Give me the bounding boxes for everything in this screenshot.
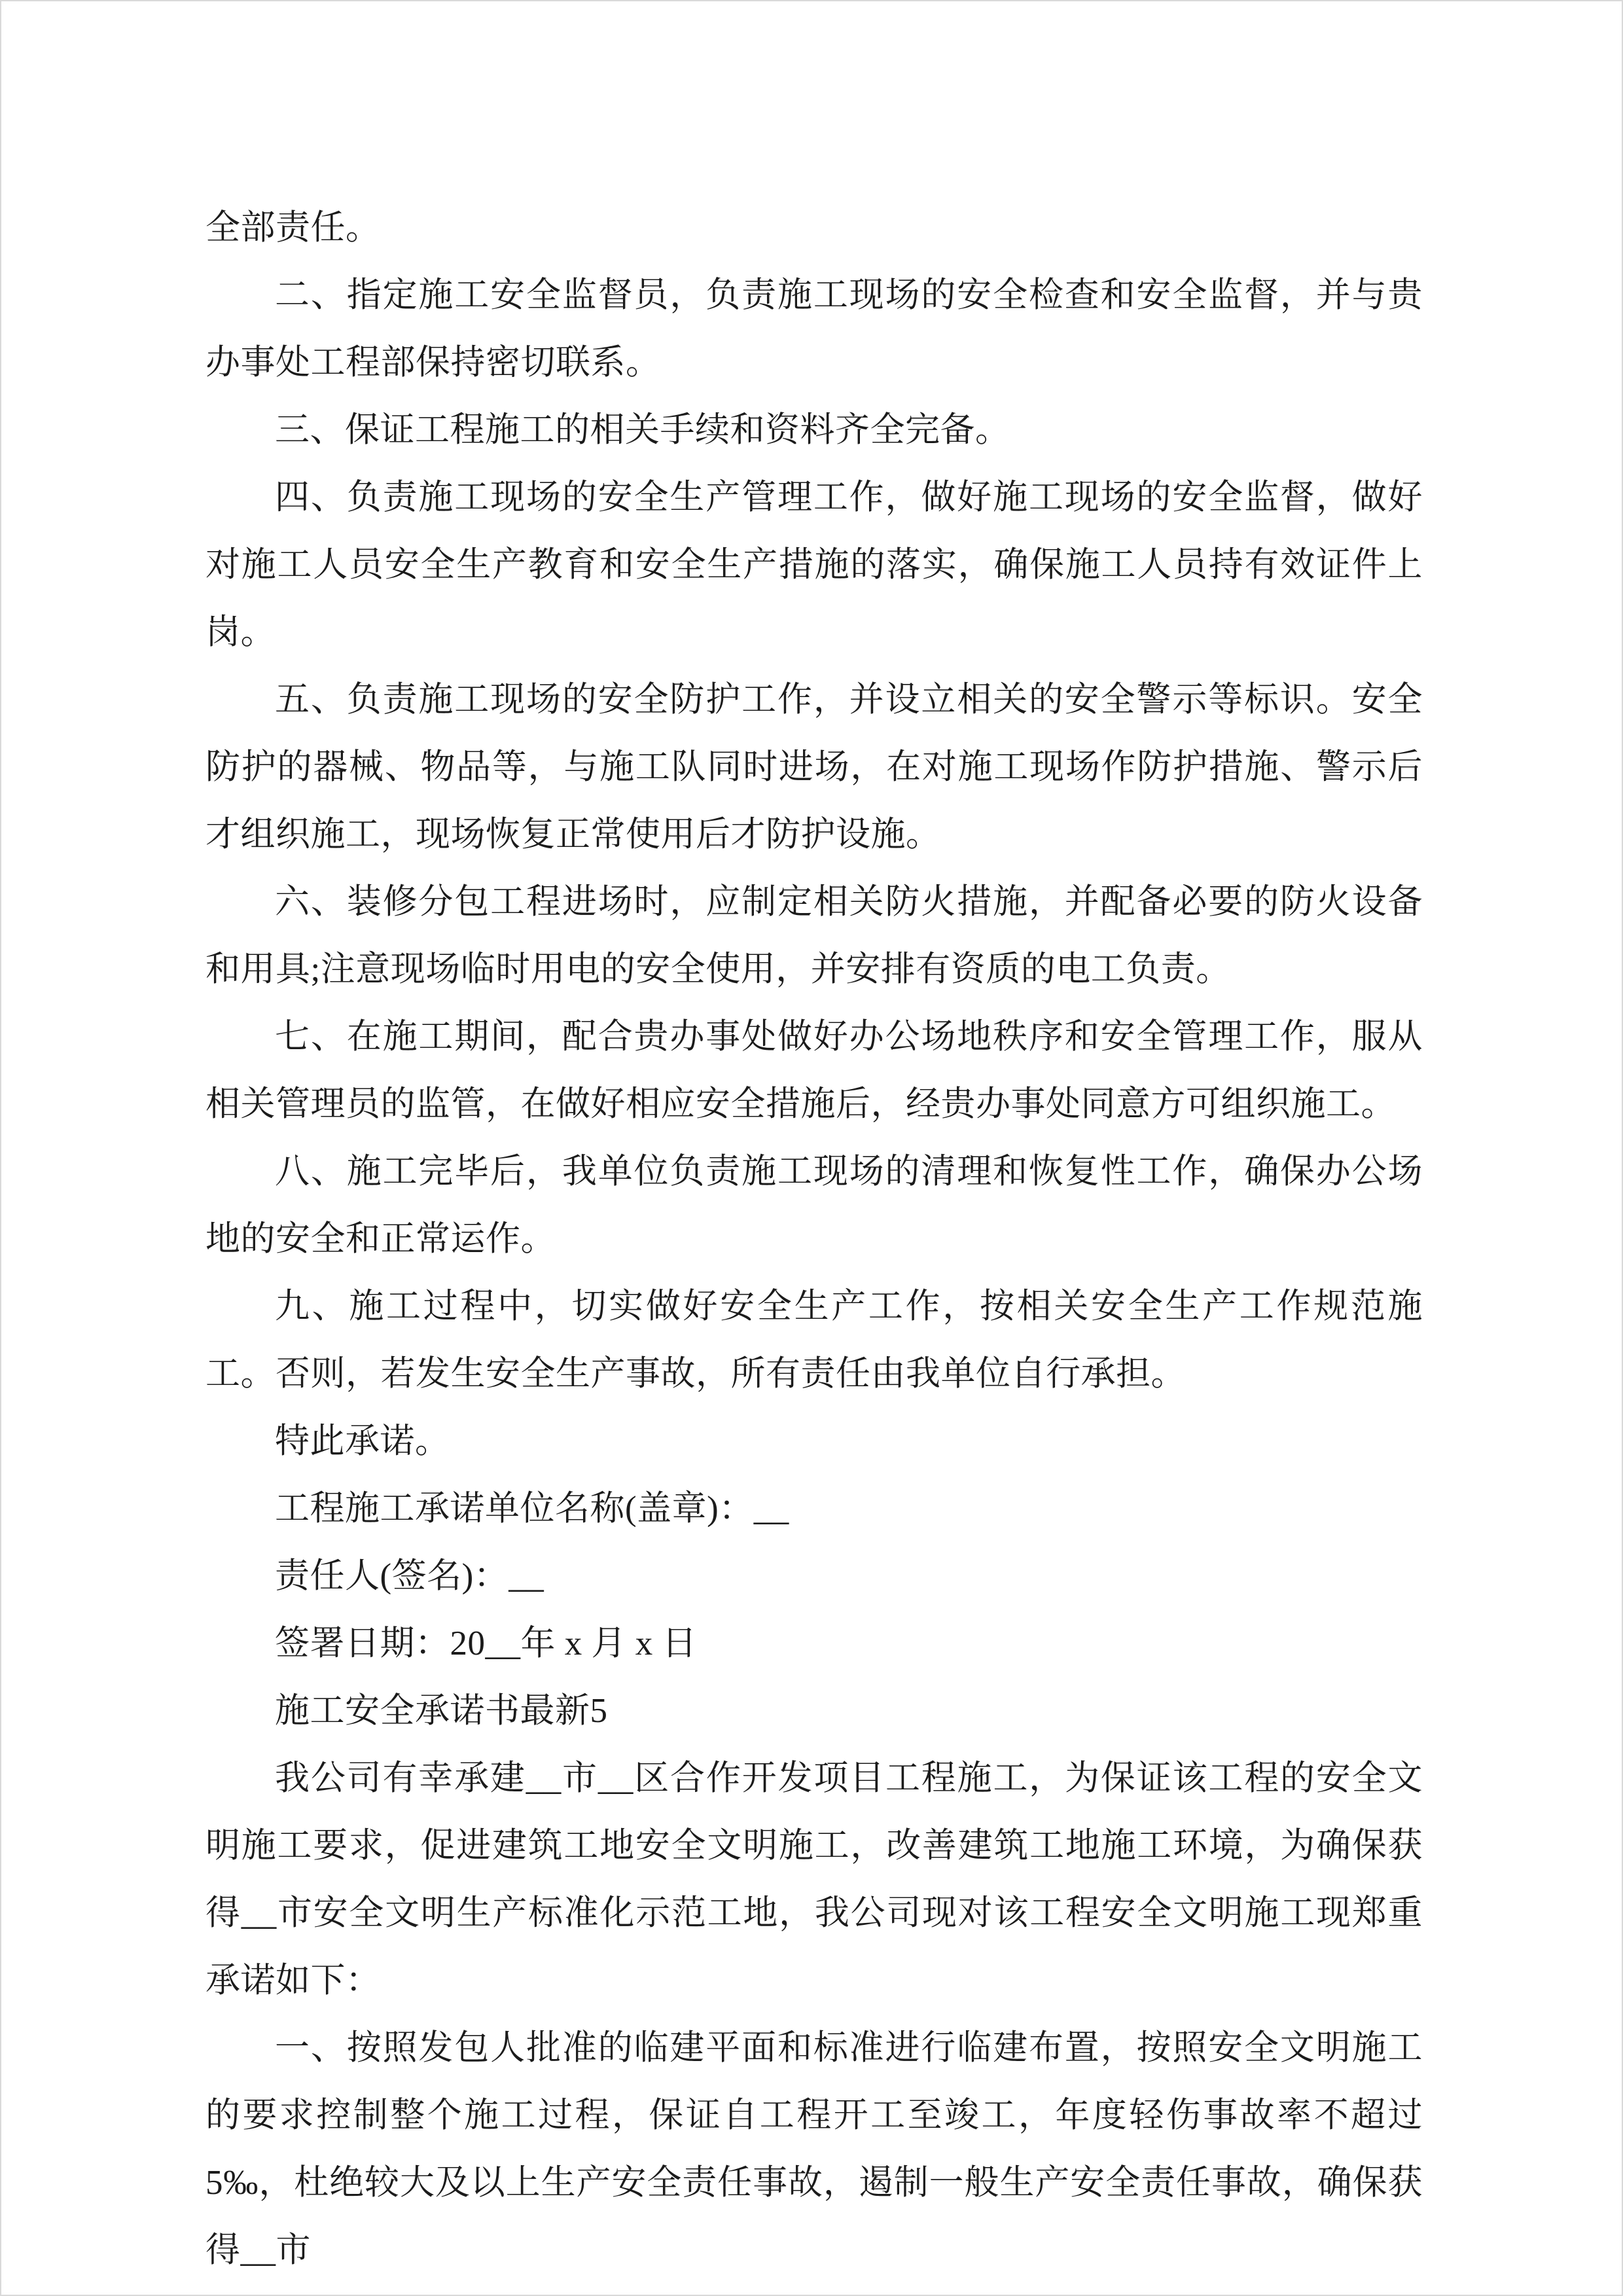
paragraph: 一、按照发包人批准的临建平面和标准进行临建布置，按照安全文明施工的要求控制整个施工过程，保证自工程开工至竣工，年度轻伤事故率不超过 5‰，杜绝较大及以上生产安全责任事故，遏制一般生产安全责任事故，确保获得__市 <box>205 2029 1423 2269</box>
paragraph: 我公司有幸承建__市__区合作开发项目工程施工，为保证该工程的安全文明施工要求，促进建筑工地安全文明施工，改善建筑工地施工环境，为确保获得__市安全文明生产标准化示范工地，我公司现对该工程安全文明施工现郑重承诺如下： <box>205 1759 1423 2000</box>
paragraph: 签署日期：20__年 x 月 x 日 <box>275 1624 697 1662</box>
paragraph: 责任人(签名)：__ <box>275 1557 544 1595</box>
paragraph: 七、在施工期间，配合贵办事处做好办公场地秩序和安全管理工作，服从相关管理员的监管，在做好相应安全措施后，经贵办事处同意方可组织施工。 <box>205 1018 1423 1123</box>
paragraph: 八、施工完毕后，我单位负责施工现场的清理和恢复性工作，确保办公场地的安全和正常运作。 <box>205 1153 1423 1258</box>
paragraph: 二、指定施工安全监督员，负责施工现场的安全检查和安全监督，并与贵办事处工程部保持密切联系。 <box>205 276 1423 382</box>
paragraph: 九、施工过程中，切实做好安全生产工作，按相关安全生产工作规范施工。否则，若发生安全生产事故，所有责任由我单位自行承担。 <box>205 1287 1423 1393</box>
document-body <box>205 194 1423 2284</box>
paragraph: 五、负责施工现场的安全防护工作，并设立相关的安全警示等标识。安全防护的器械、物品等，与施工队同时进场，在对施工现场作防护措施、警示后才组织施工，现场恢复正常使用后才防护设施。 <box>205 681 1423 853</box>
paragraph: 四、负责施工现场的安全生产管理工作，做好施工现场的安全监督，做好对施工人员安全生产教育和安全生产措施的落实，确保施工人员持有效证件上岗。 <box>205 478 1423 651</box>
paragraph: 六、装修分包工程进场时，应制定相关防火措施，并配备必要的防火设备和用具;注意现场临时用电的安全使用，并安排有资质的电工负责。 <box>205 883 1423 988</box>
paragraph: 三、保证工程施工的相关手续和资料齐全完备。 <box>275 411 1010 449</box>
paragraph: 特此承诺。 <box>275 1422 450 1460</box>
paragraph: 全部责任。 <box>205 209 381 247</box>
paragraph: 工程施工承诺单位名称(盖章)：__ <box>275 1490 789 1528</box>
paragraph: 施工安全承诺书最新5 <box>275 1692 608 1730</box>
